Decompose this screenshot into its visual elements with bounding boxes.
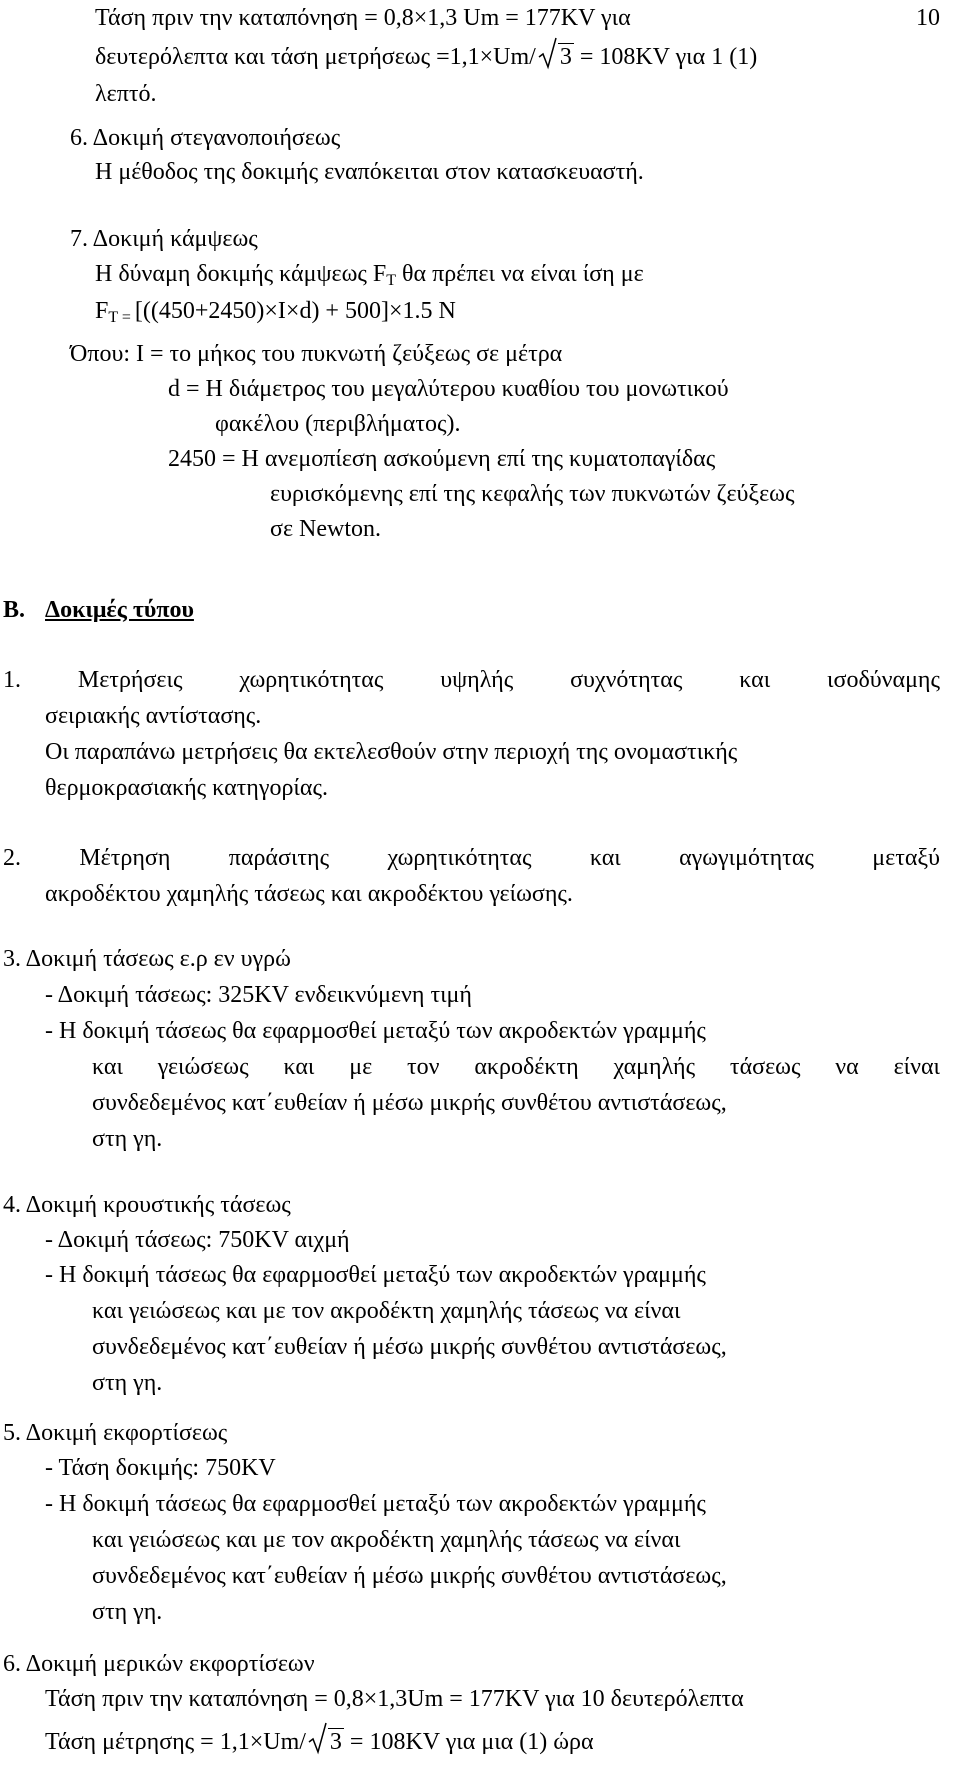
text-line: - Δοκιμή τάσεως: 325KV ενδεικνύμενη τιμή (45, 982, 472, 1008)
text-line: συνδεδεμένος κατ΄ευθείαν ή μέσω μικρής συνθέτου αντιστάσεως, (92, 1090, 727, 1116)
text-line: - Τάση δοκιμής: 750KV (45, 1455, 276, 1481)
item-title: 6. Δοκιμή μερικών εκφορτίσεων (3, 1651, 315, 1677)
text-segment: δευτερόλεπτα και τάση μετρήσεως =1,1×Um/ (95, 44, 536, 70)
text-segment: F (95, 298, 109, 324)
text-line (95, 3, 940, 33)
text-line: σειριακής αντίστασης. (45, 703, 262, 729)
text-line: - Η δοκιμή τάσεως θα εφαρμοσθεί μεταξύ των ακροδεκτών γραμμής (45, 1018, 706, 1044)
text-line: 1. Μετρήσεις χωρητικότητας υψηλής συχνότητας και ισοδύναμης (3, 667, 940, 693)
item-title: 3. Δοκιμή τάσεως ε.ρ εν υγρώ (3, 946, 291, 972)
text-line: στη γη. (92, 1126, 163, 1152)
text-line: θερμοκρασιακής κατηγορίας. (45, 775, 328, 801)
text-line: φακέλου (περιβλήματος). (215, 411, 461, 437)
text-line: ακροδέκτου χαμηλής τάσεως και ακροδέκτου γείωσης. (45, 881, 573, 907)
text-line: συνδεδεμένος κατ΄ευθείαν ή μέσω μικρής συνθέτου αντιστάσεως, (92, 1563, 727, 1589)
text-line: d = Η διάμετρος του μεγαλύτερου κυαθίου του μονωτικού (168, 376, 729, 402)
text-line: 2450 = Η ανεμοπίεση ασκούμενη επί της κυματοπαγίδας (168, 446, 716, 472)
subscript: T (386, 272, 397, 289)
text-segment: = 108KV για μια (1) ώρα (343, 1729, 594, 1755)
text-line: στη γη. (92, 1370, 163, 1396)
section-title: 7. Δοκιμή κάμψεως (70, 226, 258, 252)
text-line: λεπτό. (95, 81, 157, 107)
text-line (95, 259, 644, 296)
item-title: 4. Δοκιμή κρουστικής τάσεως (3, 1192, 291, 1218)
text-line: σε Newton. (270, 516, 381, 542)
text-line: συνδεδεμένος κατ΄ευθείαν ή μέσω μικρής συνθέτου αντιστάσεως, (92, 1334, 727, 1360)
text-line: Τάση πριν την καταπόνηση = 0,8×1,3Um = 177KV για 10 δευτερόλεπτα (45, 1686, 744, 1712)
text-segment: 10 (916, 5, 940, 31)
text-segment: Τάση μέτρησης = 1,1×Um/ (45, 1729, 306, 1755)
formula-line (95, 296, 456, 333)
subscript: T = (108, 309, 135, 326)
item-title: 5. Δοκιμή εκφορτίσεως (3, 1420, 228, 1446)
radicand: 3 (559, 44, 572, 70)
text-line (95, 42, 757, 72)
text-line: - Η δοκιμή τάσεως θα εφαρμοσθεί μεταξύ των ακροδεκτών γραμμής (45, 1262, 706, 1288)
text-segment: θα πρέπει να είναι ίση με (396, 261, 644, 287)
text-line: και γειώσεως και με τον ακροδέκτη χαμηλής τάσεως να είναι (92, 1527, 681, 1553)
heading-prefix: B. (3, 597, 26, 623)
heading-title: Δοκιμές τύπου (45, 597, 194, 623)
text-line: Η μέθοδος της δοκιμής εναπόκειται στον κατασκευαστή. (95, 159, 644, 185)
section-heading (3, 595, 194, 625)
text-line (45, 1727, 594, 1757)
text-line: ευρισκόμενης επί της κεφαλής των πυκνωτών ζεύξεως (270, 481, 795, 507)
text-line: - Δοκιμή τάσεως: 750KV αιχμή (45, 1227, 350, 1253)
text-segment: = 108KV για 1 (1) (579, 44, 758, 70)
text-line: Οι παραπάνω μετρήσεις θα εκτελεσθούν στην περιοχή της ονομαστικής (45, 739, 738, 765)
text-segment: Τάση πριν την καταπόνηση = 0,8×1,3 Um = 177KV για (95, 5, 631, 31)
text-line: και γειώσεως και με τον ακροδέκτη χαμηλής τάσεως να είναι (92, 1298, 681, 1324)
section-title: 6. Δοκιμή στεγανοποιήσεως (70, 125, 341, 151)
text-line: Όπου: I = το μήκος του πυκνωτή ζεύξεως σε μέτρα (70, 341, 563, 367)
text-segment: Η δύναμη δοκιμής κάμψεως F (95, 261, 387, 287)
radicand: 3 (329, 1729, 342, 1755)
text-segment: [((450+2450)×I×d) + 500]×1.5 N (134, 298, 456, 324)
text-line: - Η δοκιμή τάσεως θα εφαρμοσθεί μεταξύ των ακροδεκτών γραμμής (45, 1491, 706, 1517)
text-line: 2. Μέτρηση παράσιτης χωρητικότητας και αγωγιμότητας μεταξύ (3, 845, 940, 871)
text-line: και γειώσεως και με τον ακροδέκτη χαμηλής τάσεως να είναι (92, 1054, 940, 1080)
square-root (538, 42, 574, 72)
text-line: στη γη. (92, 1599, 163, 1625)
square-root (308, 1727, 344, 1757)
